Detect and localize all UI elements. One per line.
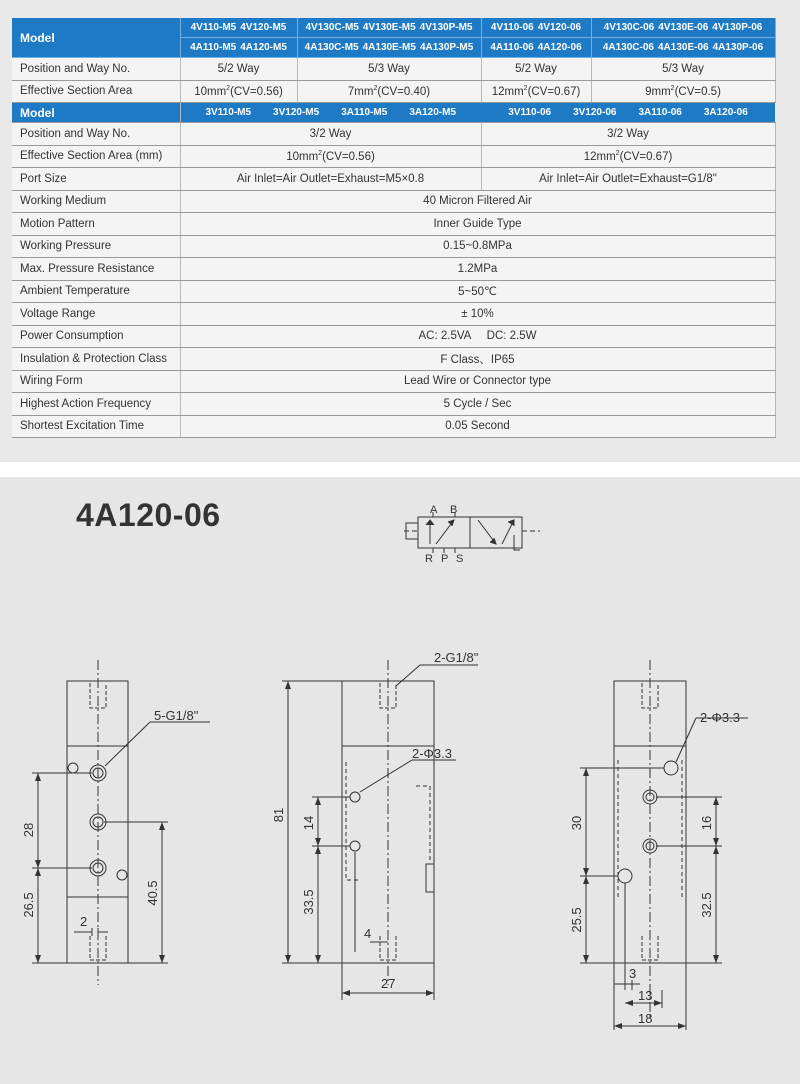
port-row xyxy=(12,168,775,191)
symbol-port-p: P xyxy=(441,553,449,565)
dim-14: 14 xyxy=(301,815,316,831)
front-port-callout: 5-G1/8" xyxy=(154,708,199,723)
model-group-1-top: 4V110-M5 4V120-M5 xyxy=(180,18,297,38)
spec-label: Working Pressure xyxy=(12,235,180,258)
spec-label: Wiring Form xyxy=(12,370,180,393)
position-value: 5/3 Way xyxy=(297,58,481,81)
dim-18: 18 xyxy=(638,1011,653,1026)
dim-3: 3 xyxy=(629,966,637,981)
dim-16: 16 xyxy=(699,815,714,831)
spec-label: Ambient Temperature xyxy=(12,280,180,303)
spec-label: Voltage Range xyxy=(12,303,180,326)
spec-label: Max. Pressure Resistance xyxy=(12,258,180,281)
spec-value: AC: 2.5VA DC: 2.5W xyxy=(180,325,775,348)
position-value: 5/2 Way xyxy=(481,58,591,81)
spec-value: Inner Guide Type xyxy=(180,213,775,236)
spec-value: 5 Cycle / Sec xyxy=(180,393,775,416)
spec-value: 40 Micron Filtered Air xyxy=(180,190,775,213)
symbol-port-r: R xyxy=(425,553,433,565)
section2-label: Effective Section Area (mm) xyxy=(12,145,180,168)
model2-label: Model xyxy=(12,103,180,123)
spec-row xyxy=(12,370,775,393)
spec-row xyxy=(12,258,775,281)
symbol-port-s: S xyxy=(456,553,464,565)
spec-label: Power Consumption xyxy=(12,325,180,348)
position-label: Position and Way No. xyxy=(12,58,180,81)
section-label: Effective Section Area xyxy=(12,80,180,103)
model-header-row-1 xyxy=(12,18,775,38)
dim-27: 27 xyxy=(381,976,396,991)
dim-30: 30 xyxy=(569,815,584,831)
section-value: $10mm^2(CV=0.56)$ xyxy=(180,80,297,103)
dim-4: 4 xyxy=(364,926,372,941)
model-group-4-bottom: 4A130C-06 4A130E-06 4A130P-06 xyxy=(591,38,775,58)
spec-label: Shortest Excitation Time xyxy=(12,415,180,438)
model-label: Model xyxy=(12,18,180,58)
port-value: Air Inlet=Air Outlet=Exhaust=G1/8" xyxy=(481,168,775,191)
spec-row xyxy=(12,235,775,258)
section-value: $9mm^2(CV=0.5)$ xyxy=(591,80,775,103)
dim-81: 81 xyxy=(271,807,286,823)
position2-value: 3/2 Way xyxy=(481,123,775,146)
spec-value: 0.15~0.8MPa xyxy=(180,235,775,258)
spec-panel xyxy=(0,0,800,462)
spec-value: ± 10% xyxy=(180,303,775,326)
model-group-3-top: 4V110-06 4V120-06 xyxy=(481,18,591,38)
model2-header-row xyxy=(12,103,775,123)
spec-value: 5~50℃ xyxy=(180,280,775,303)
model-group-3-bottom: 4A110-06 4A120-06 xyxy=(481,38,591,58)
model-group-2-bottom: 4A130C-M5 4A130E-M5 4A130P-M5 xyxy=(297,38,481,58)
dim-33-5: 33.5 xyxy=(301,889,316,915)
model2-right-codes: 3V110-06 3V120-06 3A110-06 3A120-06 xyxy=(481,103,775,123)
section2-row xyxy=(12,145,775,168)
spec-row xyxy=(12,393,775,416)
position-value: 5/2 Way xyxy=(180,58,297,81)
spec-row xyxy=(12,325,775,348)
position2-value: 3/2 Way xyxy=(180,123,481,146)
position-row xyxy=(12,58,775,81)
end-hole-callout: 2-Φ3.3 xyxy=(700,710,741,725)
technical-drawing xyxy=(0,477,800,1084)
section-value: $7mm^2(CV=0.40)$ xyxy=(297,80,481,103)
symbol-port-b: B xyxy=(450,504,458,516)
spec-value: 1.2MPa xyxy=(180,258,775,281)
position2-label: Position and Way No. xyxy=(12,123,180,146)
position2-row xyxy=(12,123,775,146)
spec-value: 0.05 Second xyxy=(180,415,775,438)
drawing-title: 4A120-06 xyxy=(76,497,221,533)
model-group-2-top: 4V130C-M5 4V130E-M5 4V130P-M5 xyxy=(297,18,481,38)
spec-value: F Class、IP65 xyxy=(180,348,775,371)
dim-25-5: 25.5 xyxy=(569,907,584,933)
dim-26-5: 26.5 xyxy=(21,892,36,918)
section2-value: $12mm^2(CV=0.67)$ xyxy=(481,145,775,168)
model-group-1-bottom: 4A110-M5 4A120-M5 xyxy=(180,38,297,58)
dim-40-5: 40.5 xyxy=(145,880,160,906)
spec-row xyxy=(12,303,775,326)
spec-row xyxy=(12,348,775,371)
side-port-callout: 2-G1/8" xyxy=(434,650,479,665)
model-group-4-top: 4V130C-06 4V130E-06 4V130P-06 xyxy=(591,18,775,38)
section-value: $12mm^2(CV=0.67)$ xyxy=(481,80,591,103)
symbol-port-a: A xyxy=(430,504,438,516)
spec-row xyxy=(12,280,775,303)
side-hole-callout: 2-Φ3.3 xyxy=(412,746,453,761)
dim-28: 28 xyxy=(21,822,36,838)
spec-label: Working Medium xyxy=(12,190,180,213)
section2-value: $10mm^2(CV=0.56)$ xyxy=(180,145,481,168)
valve-symbol xyxy=(404,512,540,553)
position-value: 5/3 Way xyxy=(591,58,775,81)
model2-left-codes: 3V110-M5 3V120-M5 3A110-M5 3A120-M5 xyxy=(180,103,481,123)
dim-32-5: 32.5 xyxy=(699,892,714,918)
dim-2: 2 xyxy=(80,914,88,929)
spec-table xyxy=(12,18,776,438)
port-label: Port Size xyxy=(12,168,180,191)
spec-value: Lead Wire or Connector type xyxy=(180,370,775,393)
spec-row xyxy=(12,415,775,438)
spec-label: Highest Action Frequency xyxy=(12,393,180,416)
port-value: Air Inlet=Air Outlet=Exhaust=M5×0.8 xyxy=(180,168,481,191)
spec-label: Motion Pattern xyxy=(12,213,180,236)
dim-13: 13 xyxy=(638,988,653,1003)
section-row xyxy=(12,80,775,103)
spec-row xyxy=(12,213,775,236)
dimension-arrows xyxy=(35,681,719,1029)
spec-row xyxy=(12,190,775,213)
spec-label: Insulation & Protection Class xyxy=(12,348,180,371)
